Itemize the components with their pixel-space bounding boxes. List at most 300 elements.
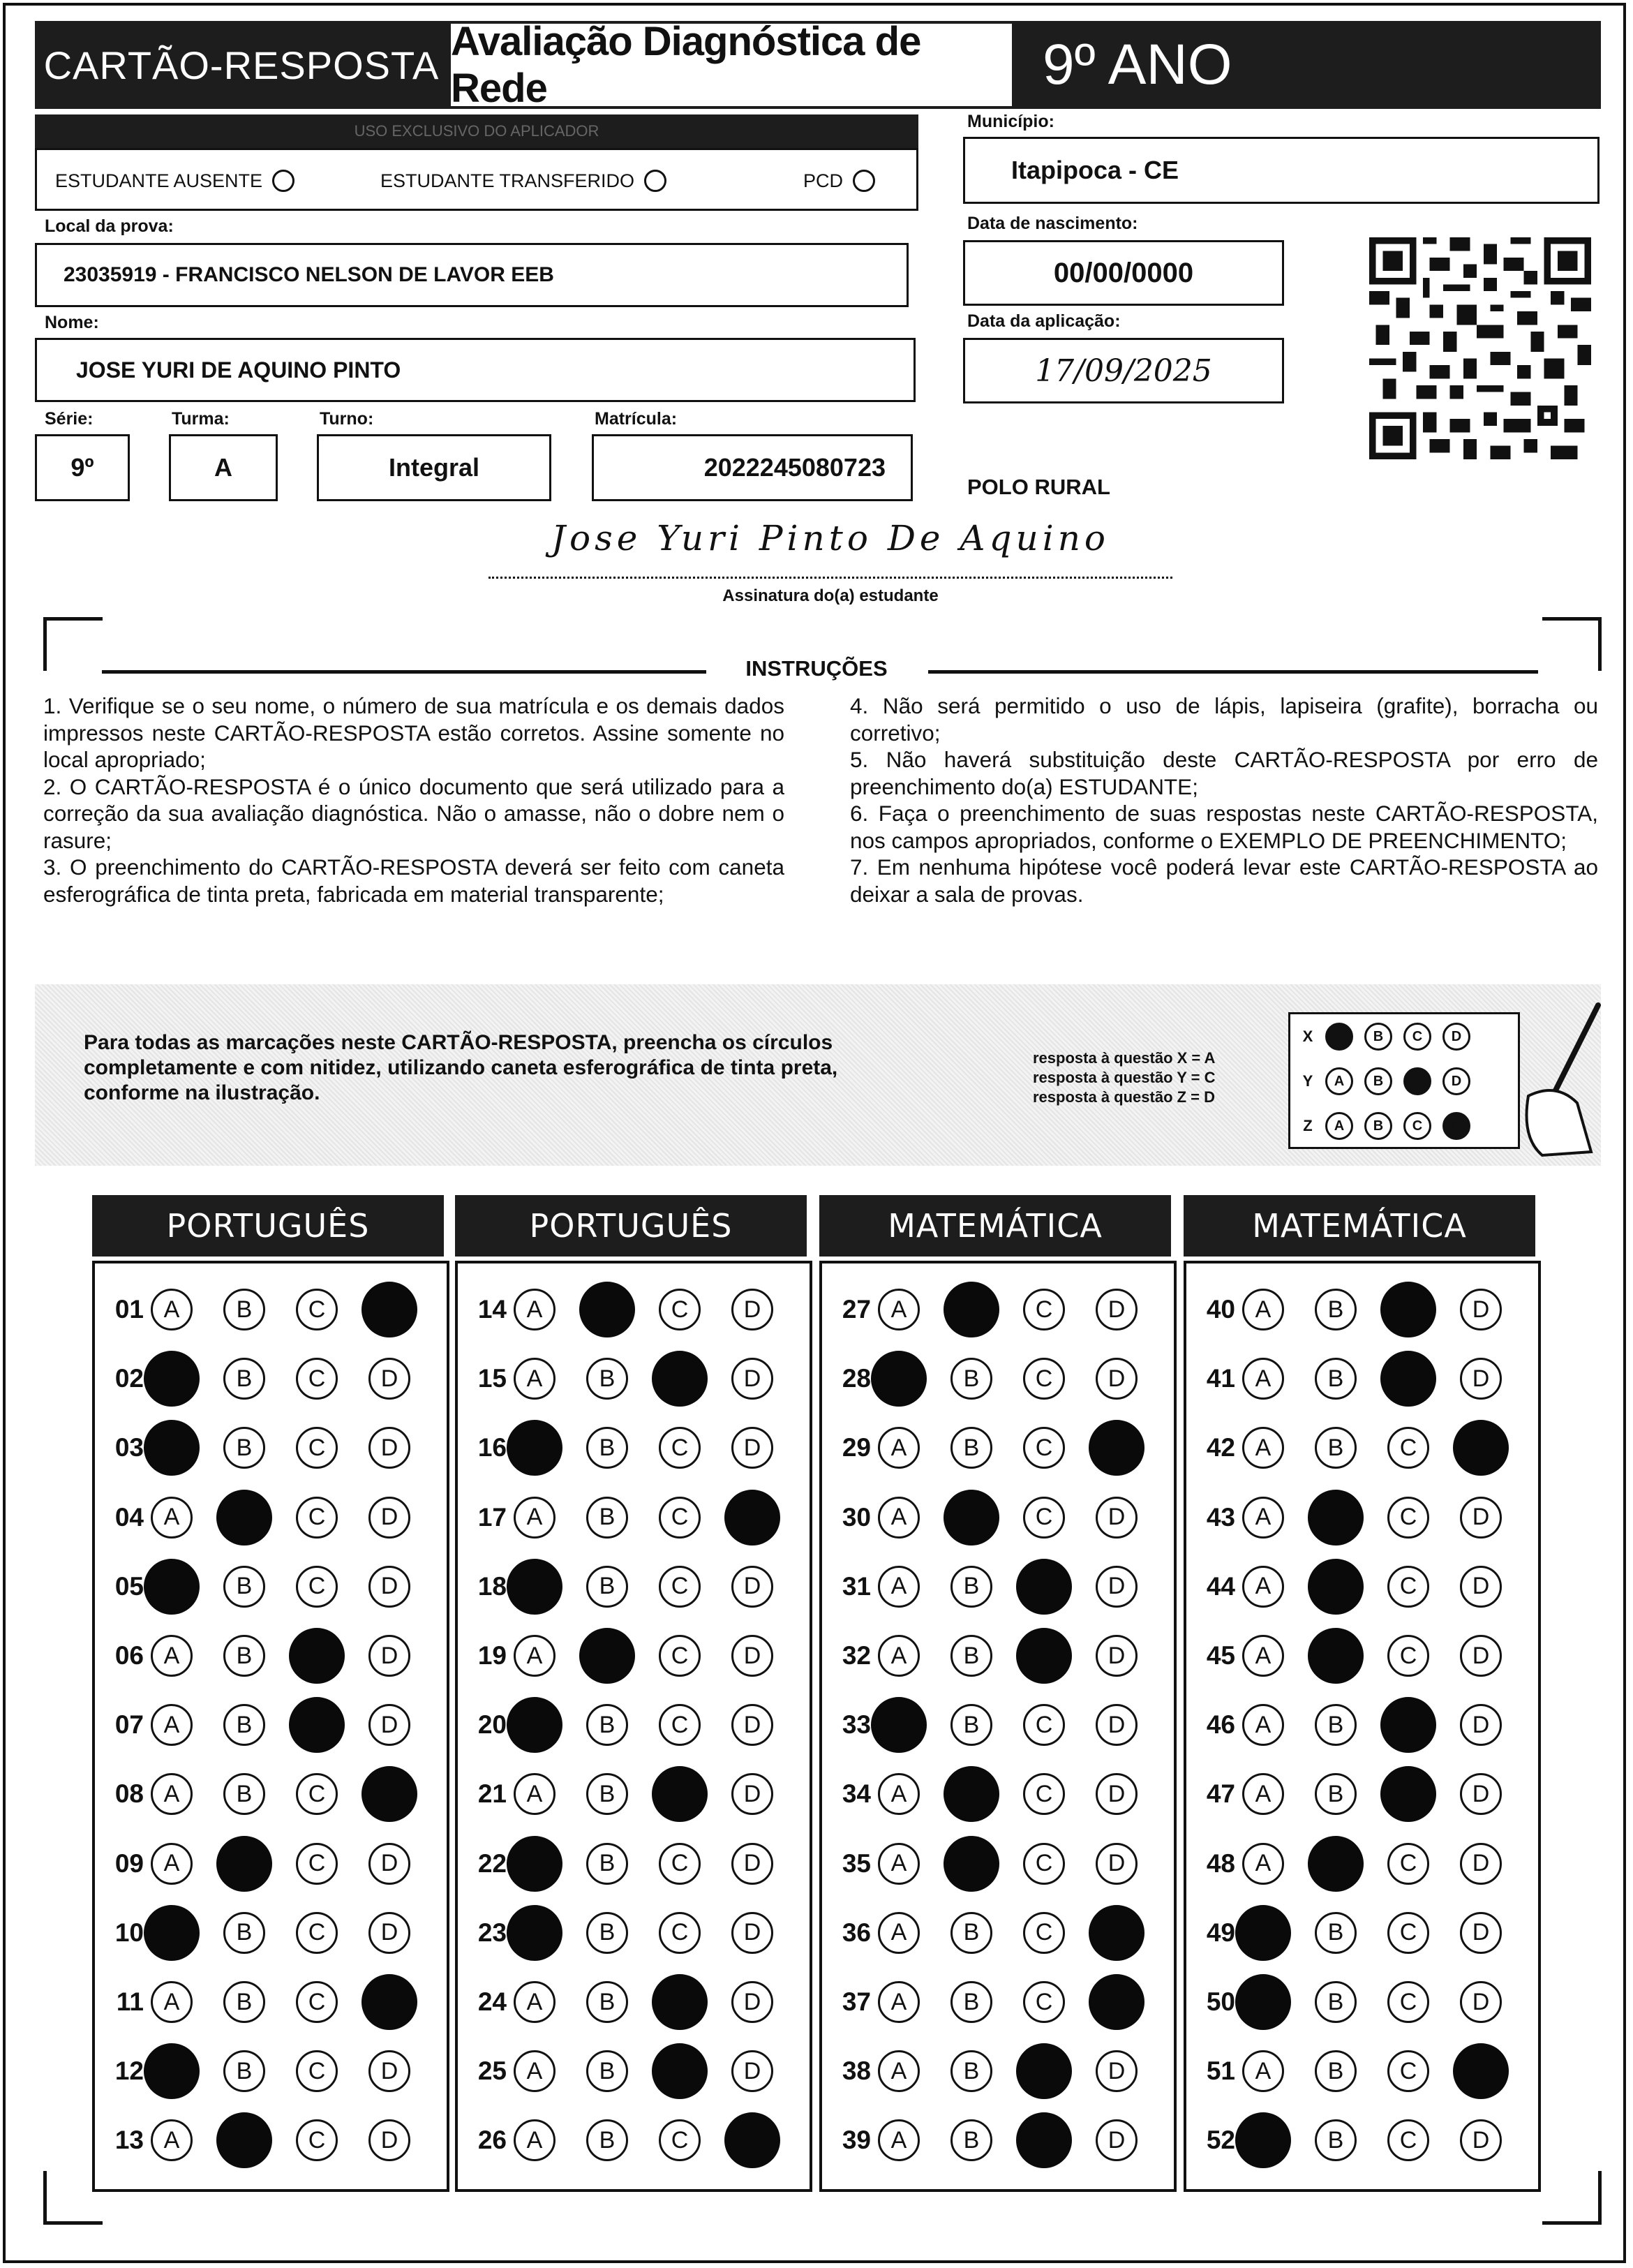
answer-bubble-b[interactable]: B [950,2050,992,2092]
answer-bubble-c[interactable]: C [296,1981,338,2023]
answer-bubble-d[interactable] [724,1490,780,1546]
question-row [95,1759,447,1829]
answer-bubble-c[interactable]: C [659,1427,701,1469]
instruction-4: 4. Não será permitido o uso de lápis, lapiseira (grafite), borracha ou corretivo; [850,693,1598,746]
answer-bubble-c[interactable]: C [1023,1704,1065,1746]
answer-bubble-c[interactable]: C [1387,1843,1429,1885]
answer-bubble-a[interactable]: A [514,2050,555,2092]
answer-bubble-b[interactable]: B [586,1773,628,1815]
answer-bubble-d[interactable] [1089,1420,1144,1476]
answer-bubble-a[interactable]: A [878,1497,920,1539]
answer-bubble-a[interactable]: A [1242,1843,1284,1885]
question-row [1186,1829,1538,1899]
question-number: 37 [842,1987,871,2016]
answer-bubble-c[interactable]: C [296,1843,338,1885]
answer-bubble-c[interactable]: C [1387,2050,1429,2092]
answer-bubble-c[interactable]: C [296,1912,338,1954]
answer-bubble-a[interactable]: A [1242,1635,1284,1677]
answer-bubble-d[interactable]: D [731,1912,773,1954]
answer-bubble-a[interactable]: A [1242,1773,1284,1815]
answer-bubble-d[interactable] [1453,2043,1509,2099]
question-number: 52 [1206,2126,1235,2155]
answer-bubble-c[interactable]: C [296,1773,338,1815]
answer-bubble-b[interactable]: B [950,2119,992,2161]
answer-bubble-b[interactable]: B [950,1635,992,1677]
question-row [822,1967,1174,2037]
question-row [95,1344,447,1414]
answer-bubble-b[interactable]: B [586,1704,628,1746]
answer-bubble-d[interactable]: D [368,1497,410,1539]
turma-field: A [169,434,278,501]
answer-bubble-c[interactable]: C [296,1427,338,1469]
question-row [95,1275,447,1344]
question-row [1186,1344,1538,1414]
answer-bubble-b[interactable]: B [586,1912,628,1954]
answer-bubble-c[interactable]: C [1023,1497,1065,1539]
answer-bubble-c[interactable]: C [296,1566,338,1608]
question-number: 02 [114,1364,144,1393]
answer-bubble-b[interactable]: B [223,1358,265,1400]
ausente-radio[interactable] [272,170,294,192]
answer-bubble-d[interactable]: D [731,1843,773,1885]
question-row [822,2105,1174,2175]
answer-bubble-b[interactable] [216,1490,272,1546]
answer-bubble-b[interactable]: B [1315,2119,1357,2161]
pen-hand-icon [1514,998,1605,1159]
answer-bubble-a[interactable]: A [878,1427,920,1469]
answer-bubble-a[interactable] [144,2043,200,2099]
answer-bubble-a[interactable]: A [151,1497,193,1539]
ausente-option[interactable] [55,170,294,192]
answer-bubble-b[interactable]: B [1315,1704,1357,1746]
answer-bubble-c[interactable] [1380,1351,1436,1407]
answer-bubble-c[interactable] [652,2043,708,2099]
answer-bubble-d[interactable]: D [1460,1773,1502,1815]
answer-bubble-a[interactable] [144,1559,200,1615]
answer-bubble-c[interactable] [1380,1697,1436,1753]
answer-bubble-d[interactable]: D [368,1843,410,1885]
answer-bubble-d[interactable]: D [1096,1497,1138,1539]
answer-bubble-d[interactable]: D [1096,1773,1138,1815]
example-bubble-c: C [1403,1023,1431,1051]
answer-bubble-a[interactable]: A [151,2119,193,2161]
section-header: MATEMÁTICA [1184,1195,1535,1257]
fill-example [35,984,1601,1166]
section-header: PORTUGUÊS [455,1195,807,1257]
answer-bubble-a[interactable]: A [514,2119,555,2161]
question-number: 16 [477,1433,507,1462]
answer-bubble-c[interactable]: C [1023,1358,1065,1400]
pcd-radio[interactable] [853,170,875,192]
example-bubble-d: D [1442,1023,1470,1051]
answer-bubble-b[interactable]: B [1315,1427,1357,1469]
example-key-y: resposta à questão Y = C [1033,1069,1216,1086]
question-row [1186,2036,1538,2106]
answer-bubble-c[interactable]: C [1023,1912,1065,1954]
answer-bubble-c[interactable]: C [296,1358,338,1400]
answer-bubble-b[interactable] [944,1836,999,1892]
answer-bubble-d[interactable]: D [731,1427,773,1469]
answer-bubble-a[interactable]: A [878,1635,920,1677]
answer-bubble-c[interactable]: C [1023,1773,1065,1815]
question-number: 51 [1206,2056,1235,2086]
answer-bubble-c[interactable]: C [296,2050,338,2092]
answer-bubble-a[interactable]: A [878,1912,920,1954]
answer-bubble-c[interactable] [1016,1628,1072,1684]
answer-bubble-c[interactable]: C [1387,1427,1429,1469]
answer-bubble-d[interactable]: D [1460,1358,1502,1400]
answer-bubble-a[interactable]: A [1242,1427,1284,1469]
answer-bubble-a[interactable]: A [878,1843,920,1885]
answer-bubble-c[interactable]: C [1387,1912,1429,1954]
answer-bubble-d[interactable]: D [1096,1289,1138,1331]
answer-bubble-c[interactable]: C [1023,1427,1065,1469]
answer-bubble-c[interactable]: C [659,1497,701,1539]
answer-bubble-a[interactable] [144,1420,200,1476]
answer-bubble-b[interactable] [944,1490,999,1546]
answer-bubble-b[interactable]: B [223,1289,265,1331]
answer-bubble-c[interactable]: C [659,1704,701,1746]
matricula-field: 2022245080723 [592,434,913,501]
answer-bubble-b[interactable]: B [223,1981,265,2023]
answer-bubble-a[interactable]: A [878,2119,920,2161]
answer-bubble-a[interactable] [507,1697,562,1753]
question-number: 32 [842,1641,871,1670]
instruction-6: 6. Faça o preenchimento de suas respostas neste CARTÃO-RESPOSTA, nos campos apropriados, conforme o EXEMPLO DE PREENCHIMENTO; [850,801,1598,853]
answer-bubble-b[interactable]: B [586,1427,628,1469]
answer-bubble-d[interactable]: D [1460,1497,1502,1539]
answer-bubble-a[interactable]: A [514,1358,555,1400]
answer-bubble-a[interactable]: A [1242,1358,1284,1400]
answer-bubble-c[interactable] [1380,1766,1436,1822]
nome-field: JOSE YURI DE AQUINO PINTO [35,338,916,402]
question-number: 10 [114,1918,144,1947]
question-row [95,1829,447,1899]
question-number: 38 [842,2056,871,2086]
answer-bubble-d[interactable] [361,1766,417,1822]
answer-bubble-d[interactable]: D [1096,1358,1138,1400]
answer-bubble-b[interactable]: B [223,1704,265,1746]
answer-bubble-d[interactable] [724,2112,780,2168]
answer-bubble-a[interactable]: A [1242,1289,1284,1331]
answer-bubble-d[interactable]: D [731,1773,773,1815]
signature[interactable]: Jose Yuri Pinto De Aquino [551,518,1110,558]
answer-bubble-b[interactable] [216,2112,272,2168]
answer-bubble-d[interactable]: D [368,1566,410,1608]
answer-bubble-d[interactable]: D [368,2119,410,2161]
answer-bubble-d[interactable] [1089,1974,1144,2030]
answer-bubble-d[interactable]: D [1096,1843,1138,1885]
question-number: 19 [477,1641,507,1670]
turno-field: Integral [317,434,551,501]
answer-bubble-d[interactable]: D [1096,1704,1138,1746]
answer-bubble-a[interactable] [871,1351,927,1407]
instructions-left [43,692,784,907]
answer-bubble-c[interactable]: C [659,1912,701,1954]
answer-bubble-d[interactable]: D [731,1358,773,1400]
example-bubble-b: B [1364,1023,1392,1051]
question-row [95,1483,447,1552]
question-number: 06 [114,1641,144,1670]
answer-bubble-a[interactable] [144,1351,200,1407]
nascimento-field: 00/00/0000 [963,240,1284,306]
answer-bubble-c[interactable] [652,1974,708,2030]
transferido-option[interactable] [380,170,666,192]
question-row [95,2036,447,2106]
question-row [95,1621,447,1691]
answer-bubble-a[interactable]: A [1242,2050,1284,2092]
answer-bubble-c[interactable] [652,1351,708,1407]
question-row [1186,1967,1538,2037]
answer-bubble-c[interactable] [652,1766,708,1822]
answer-bubble-b[interactable]: B [950,1912,992,1954]
answer-bubble-a[interactable]: A [878,1773,920,1815]
answer-bubble-a[interactable]: A [514,1635,555,1677]
answer-bubble-b[interactable]: B [586,2119,628,2161]
municipio-field: Itapipoca - CE [963,137,1600,204]
polo-label: POLO RURAL [967,475,1110,499]
answer-bubble-c[interactable]: C [1023,1843,1065,1885]
question-number: 49 [1206,1918,1235,1947]
bottom-corner-left [43,2171,103,2225]
answer-bubble-b[interactable]: B [223,1773,265,1815]
answer-bubble-a[interactable] [1235,1905,1291,1961]
answer-bubble-a[interactable]: A [878,1981,920,2023]
answer-bubble-b[interactable]: B [586,1981,628,2023]
answer-bubble-a[interactable] [1235,2112,1291,2168]
answer-bubble-b[interactable] [1308,1559,1364,1615]
answer-bubble-d[interactable]: D [1096,1566,1138,1608]
answer-bubble-b[interactable]: B [586,1497,628,1539]
answer-bubble-a[interactable]: A [878,2050,920,2092]
question-row [458,1621,810,1691]
answer-bubble-a[interactable]: A [878,1289,920,1331]
answer-bubble-c[interactable]: C [1023,1289,1065,1331]
answer-bubble-d[interactable]: D [368,1704,410,1746]
aplicacao-field[interactable]: 17/09/2025 [963,338,1284,403]
answer-bubble-d[interactable]: D [1460,1566,1502,1608]
answer-bubble-b[interactable]: B [223,1566,265,1608]
question-number: 11 [116,1987,144,2016]
answer-bubble-c[interactable]: C [296,1497,338,1539]
example-row [1290,1059,1518,1104]
question-row [95,1552,447,1622]
question-number: 08 [114,1779,144,1809]
question-number: 45 [1206,1641,1235,1670]
section-header: MATEMÁTICA [819,1195,1171,1257]
answer-bubble-b[interactable]: B [1315,1773,1357,1815]
question-row [1186,1275,1538,1344]
instructions-title: INSTRUÇÕES [745,656,888,681]
answer-bubble-d[interactable]: D [368,1358,410,1400]
answer-bubble-c[interactable]: C [296,1289,338,1331]
answer-bubble-b[interactable]: B [223,1912,265,1954]
answer-bubble-b[interactable]: B [1315,1981,1357,2023]
answer-bubble-a[interactable] [871,1697,927,1753]
answer-bubble-c[interactable]: C [659,1566,701,1608]
answer-bubble-d[interactable]: D [1460,1635,1502,1677]
answer-bubble-a[interactable]: A [151,1981,193,2023]
question-row [1186,1413,1538,1483]
answer-bubble-c[interactable] [289,1628,345,1684]
question-row [95,1967,447,2037]
transferido-radio[interactable] [644,170,666,192]
answer-bubble-c[interactable]: C [659,1635,701,1677]
answer-bubble-a[interactable]: A [514,1981,555,2023]
answer-bubble-a[interactable] [507,1905,562,1961]
answer-bubble-a[interactable]: A [514,1773,555,1815]
answer-bubble-a[interactable] [144,1905,200,1961]
answer-bubble-a[interactable]: A [151,1289,193,1331]
answer-bubble-d[interactable]: D [1096,2119,1138,2161]
answer-bubble-a[interactable]: A [1242,1497,1284,1539]
answer-bubble-b[interactable]: B [950,1427,992,1469]
answer-bubble-c[interactable]: C [1387,1981,1429,2023]
answer-bubble-b[interactable] [1308,1836,1364,1892]
answer-bubble-a[interactable]: A [151,1843,193,1885]
answer-bubble-d[interactable] [1453,1420,1509,1476]
answer-bubble-b[interactable]: B [1315,1358,1357,1400]
answer-bubble-d[interactable]: D [368,1635,410,1677]
question-row [458,1552,810,1622]
answer-bubble-c[interactable]: C [1387,1635,1429,1677]
answer-bubble-a[interactable]: A [1242,1704,1284,1746]
answer-bubble-b[interactable] [944,1766,999,1822]
answer-bubble-b[interactable]: B [1315,1289,1357,1331]
answer-bubble-b[interactable]: B [223,1427,265,1469]
aplicador-box [35,148,918,211]
answer-bubble-d[interactable]: D [731,1289,773,1331]
answer-bubble-b[interactable]: B [1315,2050,1357,2092]
answer-bubble-b[interactable]: B [586,1358,628,1400]
answer-bubble-b[interactable]: B [950,1358,992,1400]
answer-bubble-d[interactable]: D [1460,1289,1502,1331]
answer-bubble-b[interactable]: B [950,1566,992,1608]
question-row [1186,1483,1538,1552]
question-number: 18 [477,1571,507,1601]
instructions-right [850,692,1598,907]
aplicacao-label: Data da aplicação: [967,311,1121,331]
answer-bubble-c[interactable] [1016,1559,1072,1615]
answer-bubble-c[interactable]: C [659,1289,701,1331]
question-number: 35 [842,1848,871,1878]
municipio-label: Município: [967,112,1054,131]
answer-bubble-a[interactable] [507,1559,562,1615]
exam-title: Avaliação Diagnóstica de Rede [448,21,1015,109]
answer-bubble-b[interactable] [579,1628,635,1684]
answer-bubble-c[interactable]: C [1387,1497,1429,1539]
answer-bubble-d[interactable] [1089,1905,1144,1961]
answer-bubble-d[interactable]: D [1460,1912,1502,1954]
answer-bubble-d[interactable]: D [731,1704,773,1746]
answer-bubble-c[interactable]: C [296,2119,338,2161]
answer-bubble-c[interactable]: C [1387,1566,1429,1608]
example-bubble-b: B [1364,1067,1392,1095]
answer-bubble-b[interactable]: B [950,1704,992,1746]
answer-bubble-d[interactable] [361,1282,417,1337]
answer-bubble-a[interactable]: A [151,1635,193,1677]
answer-bubble-b[interactable] [1308,1490,1364,1546]
answer-bubble-b[interactable]: B [950,1981,992,2023]
answer-bubble-c[interactable]: C [659,1843,701,1885]
answer-bubble-c[interactable] [1016,2112,1072,2168]
example-bubble-c: C [1403,1067,1431,1095]
answer-bubble-d[interactable]: D [731,2050,773,2092]
answer-bubble-c[interactable]: C [1023,1981,1065,2023]
pcd-option[interactable] [803,170,875,192]
question-number: 46 [1206,1710,1235,1740]
answer-bubble-d[interactable]: D [1096,1635,1138,1677]
serie-field: 9º [35,434,130,501]
answer-bubble-b[interactable]: B [223,1635,265,1677]
example-bubble-a: A [1325,1023,1353,1051]
answer-bubble-b[interactable]: B [586,1843,628,1885]
answer-bubble-b[interactable]: B [1315,1912,1357,1954]
answer-bubble-a[interactable]: A [514,1497,555,1539]
question-row [822,2036,1174,2106]
transferido-label: ESTUDANTE TRANSFERIDO [380,170,635,191]
question-number: 25 [477,2056,507,2086]
question-row [1186,1552,1538,1622]
question-number: 29 [842,1433,871,1462]
answer-bubble-a[interactable]: A [1242,1566,1284,1608]
question-row [458,1829,810,1899]
example-key-z: resposta à questão Z = D [1033,1088,1216,1106]
answer-bubble-a[interactable]: A [514,1289,555,1331]
answer-bubble-b[interactable] [1308,1628,1364,1684]
answer-bubble-d[interactable]: D [368,1912,410,1954]
answer-bubble-b[interactable]: B [223,2050,265,2092]
answer-bubble-d[interactable]: D [1460,2119,1502,2161]
answer-bubble-a[interactable]: A [151,1704,193,1746]
question-row [458,1690,810,1760]
question-number: 26 [477,2126,507,2155]
answer-bubble-b[interactable] [944,1282,999,1337]
answer-bubble-b[interactable]: B [586,1566,628,1608]
answer-bubble-b[interactable] [579,1282,635,1337]
answer-bubble-c[interactable]: C [659,2119,701,2161]
answer-bubble-d[interactable]: D [1460,1843,1502,1885]
answer-bubble-d[interactable]: D [368,2050,410,2092]
answer-bubble-c[interactable] [1016,2043,1072,2099]
question-number: 21 [477,1779,507,1809]
answer-bubble-d[interactable]: D [731,1566,773,1608]
answer-bubble-a[interactable]: A [878,1566,920,1608]
answer-bubble-a[interactable]: A [151,1773,193,1815]
answer-bubble-c[interactable]: C [1387,2119,1429,2161]
answer-bubble-b[interactable]: B [586,2050,628,2092]
answer-bubble-d[interactable]: D [731,1635,773,1677]
answer-bubble-a[interactable] [1235,1974,1291,2030]
answer-bubble-c[interactable] [289,1697,345,1753]
answer-bubble-d[interactable]: D [1460,1981,1502,2023]
answer-bubble-a[interactable] [507,1836,562,1892]
answer-bubble-d[interactable]: D [1460,1704,1502,1746]
question-row [95,2105,447,2175]
instruction-1: 1. Verifique se o seu nome, o número de sua matrícula e os demais dados impressos neste CARTÃO-RESPOSTA estão corretos. Assine somente no local apropriado; [43,693,784,772]
answer-bubble-d[interactable] [361,1974,417,2030]
answer-bubble-d[interactable]: D [1096,2050,1138,2092]
answer-bubble-c[interactable] [1380,1282,1436,1337]
answer-bubble-b[interactable] [216,1836,272,1892]
answer-bubble-a[interactable] [507,1420,562,1476]
question-number: 47 [1206,1779,1235,1809]
section-questions [1184,1261,1541,2192]
question-row [95,1690,447,1760]
answer-bubble-d[interactable]: D [731,1981,773,2023]
answer-bubble-d[interactable]: D [368,1427,410,1469]
example-keys [1033,1048,1215,1107]
